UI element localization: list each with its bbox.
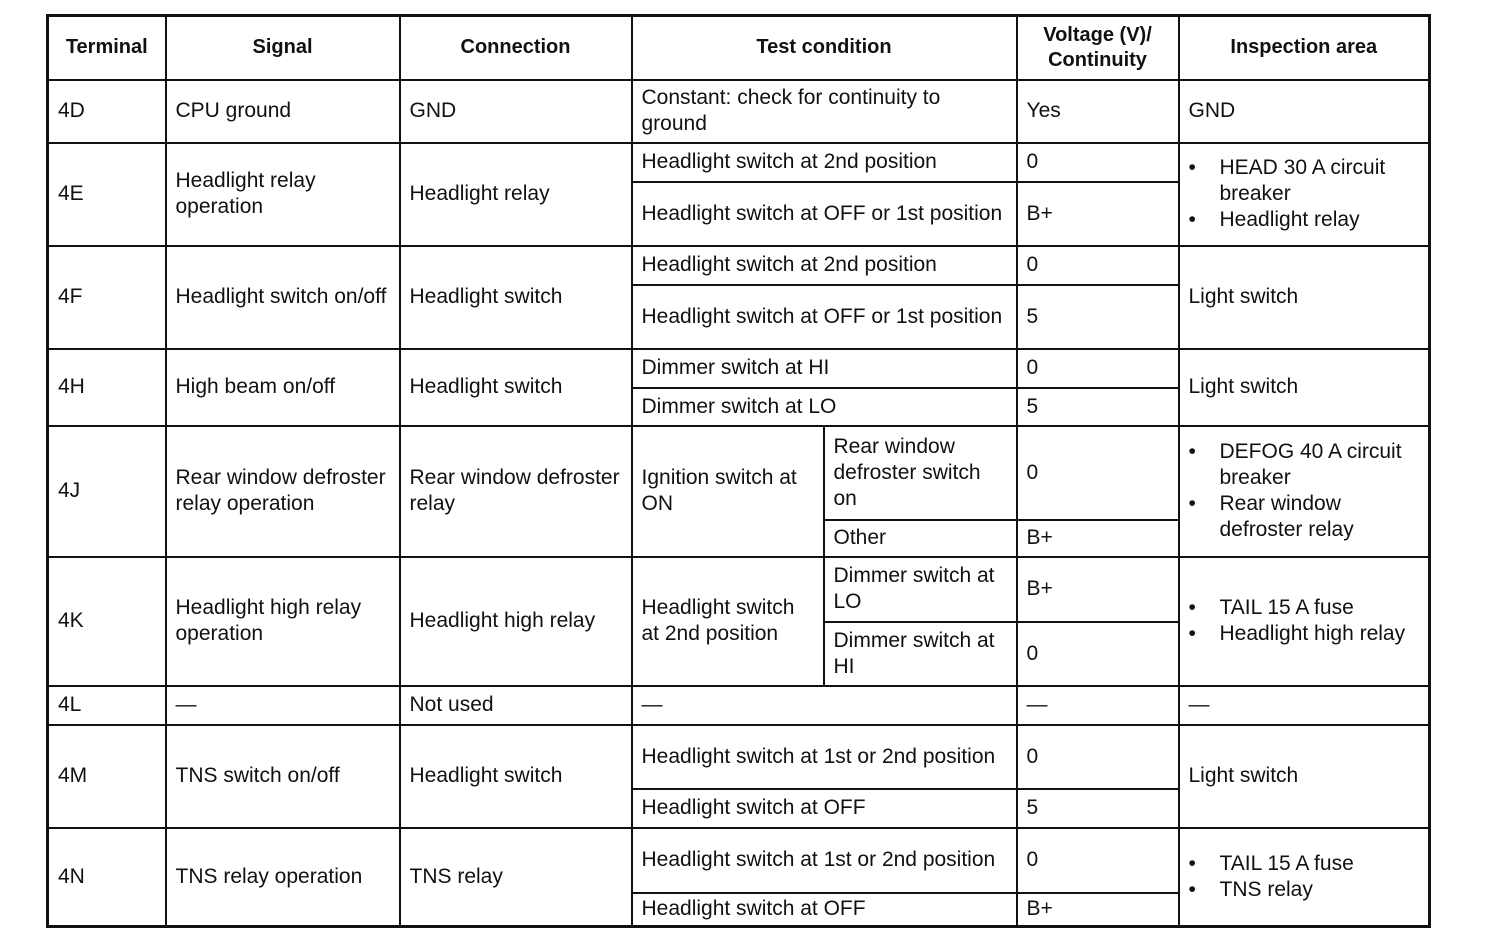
terminal-cell: 4E [48,143,166,246]
inspection-cell [1179,143,1430,246]
signal-cell: CPU ground [166,80,400,143]
signal-cell: Headlight switch on/off [166,246,400,349]
table-row [48,426,1430,520]
signal-cell: — [166,686,400,725]
test-subcondition-cell: Dimmer switch at HI [824,622,1017,686]
value-cell: B+ [1017,520,1179,557]
signal-cell: Rear window defroster relay operation [166,426,400,557]
value-cell: 0 [1017,426,1179,520]
table-row [48,349,1430,388]
list-item: • TAIL 15 A fuse [1220,851,1420,877]
connection-cell: GND [400,80,632,143]
value-cell: 0 [1017,349,1179,388]
list-item: • Headlight high relay [1220,621,1420,647]
test-subcondition-cell: Rear window defroster switch on [824,426,1017,520]
header-terminal: Terminal [48,16,166,80]
list-item: • Rear window defroster relay [1220,491,1420,543]
inspection-list [1189,851,1420,903]
value-cell: 0 [1017,725,1179,789]
inspection-cell: — [1179,686,1430,725]
value-cell: — [1017,686,1179,725]
signal-cell: TNS switch on/off [166,725,400,828]
terminal-spec-table [46,14,1431,928]
test-condition-cell: Constant: check for continuity to ground [632,80,1017,143]
header-connection: Connection [400,16,632,80]
value-cell: B+ [1017,893,1179,927]
value-cell: 0 [1017,143,1179,182]
test-subcondition-cell: Dimmer switch at LO [824,557,1017,622]
header-voltage: Voltage (V)/ Continuity [1017,16,1179,80]
test-condition-cell: Headlight switch at 2nd position [632,557,824,686]
header-inspection-area: Inspection area [1179,16,1430,80]
terminal-cell: 4F [48,246,166,349]
connection-cell: Headlight switch [400,246,632,349]
list-item: • DEFOG 40 A circuit breaker [1220,439,1420,491]
value-cell: B+ [1017,182,1179,246]
table-row [48,143,1430,182]
header-row [48,16,1430,80]
terminal-cell: 4D [48,80,166,143]
connection-cell: Headlight relay [400,143,632,246]
terminal-cell: 4N [48,828,166,927]
inspection-cell [1179,426,1430,557]
value-cell: 0 [1017,828,1179,893]
signal-cell: Headlight relay operation [166,143,400,246]
terminal-cell: 4J [48,426,166,557]
table-row [48,686,1430,725]
value-cell: B+ [1017,557,1179,622]
table-row [48,246,1430,285]
list-item: • TAIL 15 A fuse [1220,595,1420,621]
inspection-cell [1179,828,1430,927]
inspection-cell: Light switch [1179,725,1430,828]
test-condition-cell: Dimmer switch at LO [632,388,1017,426]
signal-cell: TNS relay operation [166,828,400,927]
inspection-list [1189,155,1420,233]
test-condition-cell: Headlight switch at OFF or 1st position [632,182,1017,246]
connection-cell: Not used [400,686,632,725]
value-cell: 0 [1017,622,1179,686]
test-condition-cell: — [632,686,1017,725]
inspection-list [1189,439,1420,543]
connection-cell: Headlight high relay [400,557,632,686]
table-row [48,557,1430,622]
list-item: • TNS relay [1220,877,1420,903]
test-condition-cell: Headlight switch at 2nd position [632,246,1017,285]
value-cell: 5 [1017,285,1179,349]
signal-cell: High beam on/off [166,349,400,426]
table-row [48,828,1430,893]
header-signal: Signal [166,16,400,80]
terminal-cell: 4M [48,725,166,828]
inspection-cell: Light switch [1179,349,1430,426]
test-condition-cell: Headlight switch at OFF or 1st position [632,285,1017,349]
header-test-condition: Test condition [632,16,1017,80]
terminal-cell: 4K [48,557,166,686]
test-condition-cell: Dimmer switch at HI [632,349,1017,388]
list-item: • Headlight relay [1220,207,1420,233]
terminal-cell: 4H [48,349,166,426]
connection-cell: Headlight switch [400,349,632,426]
value-cell: 0 [1017,246,1179,285]
terminal-cell: 4L [48,686,166,725]
connection-cell: TNS relay [400,828,632,927]
inspection-list [1189,595,1420,647]
inspection-cell [1179,557,1430,686]
connection-cell: Rear window defroster relay [400,426,632,557]
value-cell: Yes [1017,80,1179,143]
inspection-cell: Light switch [1179,246,1430,349]
signal-cell: Headlight high relay operation [166,557,400,686]
test-subcondition-cell: Other [824,520,1017,557]
inspection-cell: GND [1179,80,1430,143]
test-condition-cell: Headlight switch at 1st or 2nd position [632,725,1017,789]
test-condition-cell: Headlight switch at OFF [632,893,1017,927]
test-condition-cell: Headlight switch at 1st or 2nd position [632,828,1017,893]
value-cell: 5 [1017,789,1179,828]
test-condition-cell: Headlight switch at 2nd position [632,143,1017,182]
value-cell: 5 [1017,388,1179,426]
table-row [48,725,1430,789]
table-row [48,80,1430,143]
connection-cell: Headlight switch [400,725,632,828]
test-condition-cell: Ignition switch at ON [632,426,824,557]
list-item: • HEAD 30 A circuit breaker [1220,155,1420,207]
test-condition-cell: Headlight switch at OFF [632,789,1017,828]
